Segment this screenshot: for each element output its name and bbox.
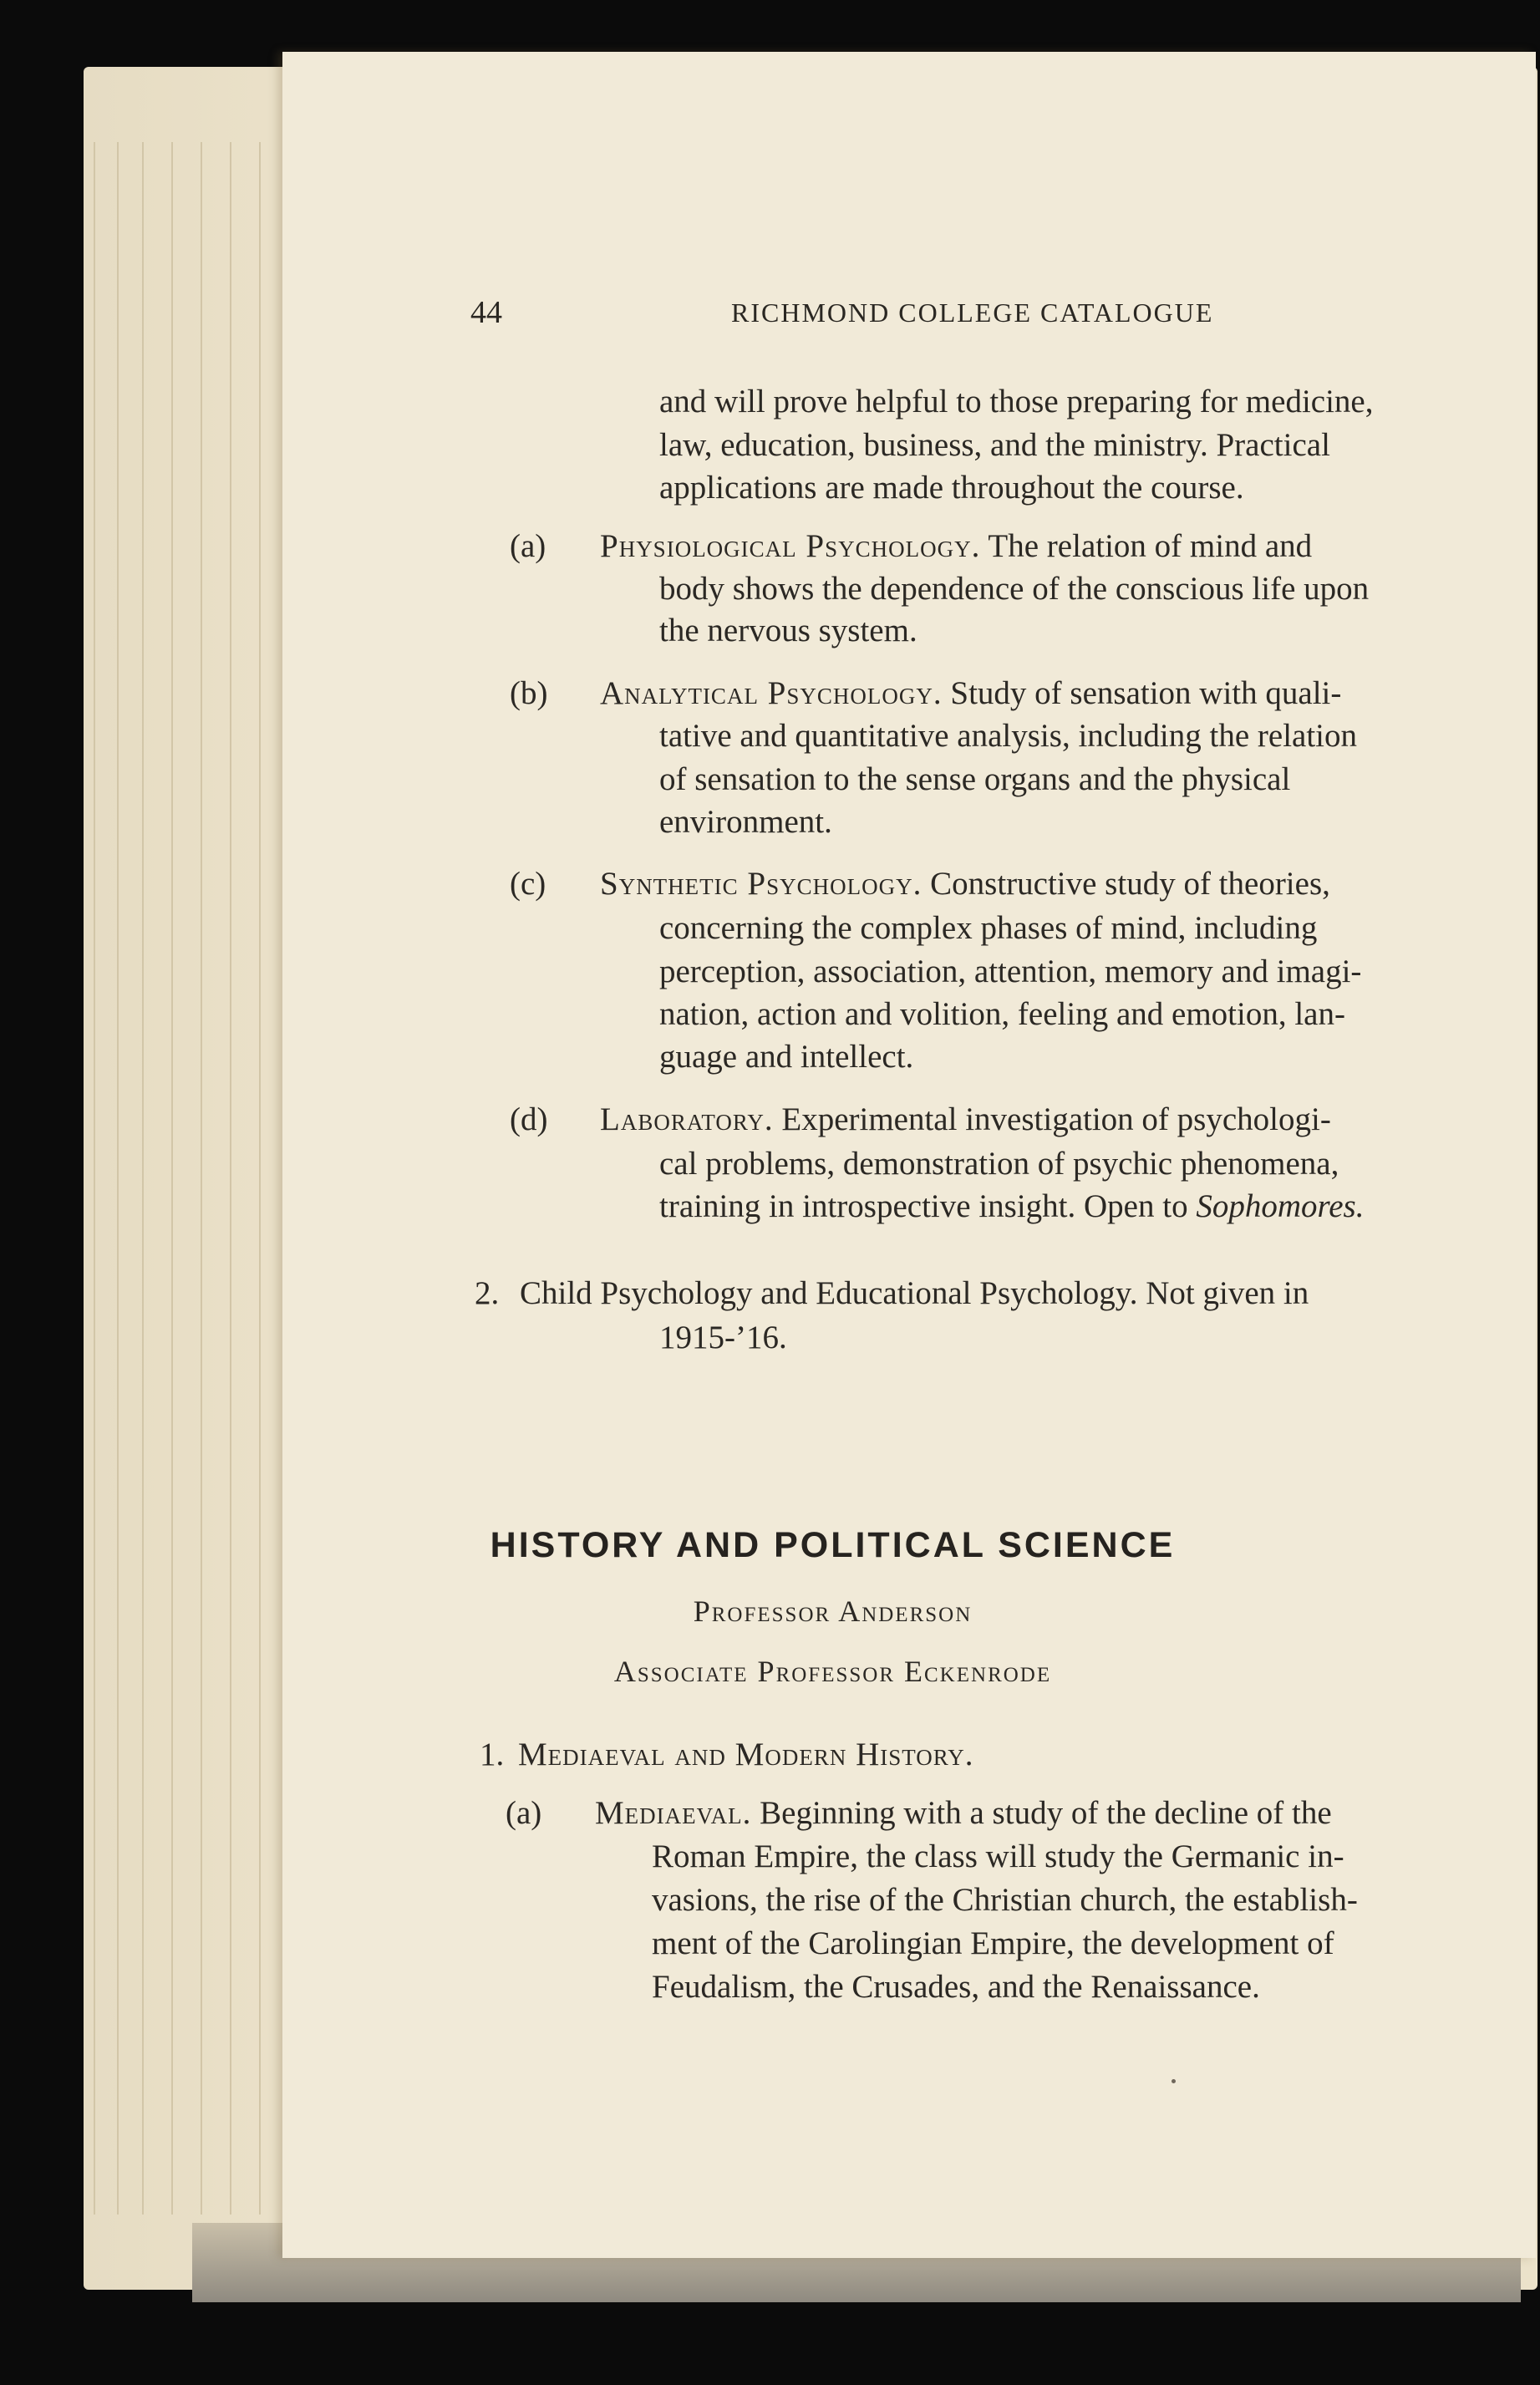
item-title: Mediaeval. (595, 1795, 752, 1831)
continuation-line: law, education, business, and the ministry. Practical (659, 427, 1330, 463)
item-title: Laboratory. (600, 1101, 774, 1137)
associate-professor-line: Associate Professor Eckenrode (613, 1655, 1052, 1688)
continuation-line: applications are made throughout the course. (659, 470, 1244, 506)
section-title: HISTORY AND POLITICAL SCIENCE (490, 1525, 1176, 1565)
page-header (470, 294, 1540, 331)
professor-line: Professor Anderson (693, 1594, 973, 1628)
running-title: RICHMOND COLLEGE CATALOGUE (731, 297, 1214, 328)
item-title: Synthetic Psychology. (600, 866, 922, 902)
course-title: Mediaeval and Modern History. (518, 1737, 974, 1772)
item-title: Physiological Psychology. (600, 528, 981, 564)
ink-speck (1172, 2079, 1176, 2083)
item-title: Analytical Psychology. (600, 675, 943, 711)
continuation-line: and will prove helpful to those preparing for medicine, (659, 384, 1374, 420)
page-number: 44 (470, 295, 502, 330)
